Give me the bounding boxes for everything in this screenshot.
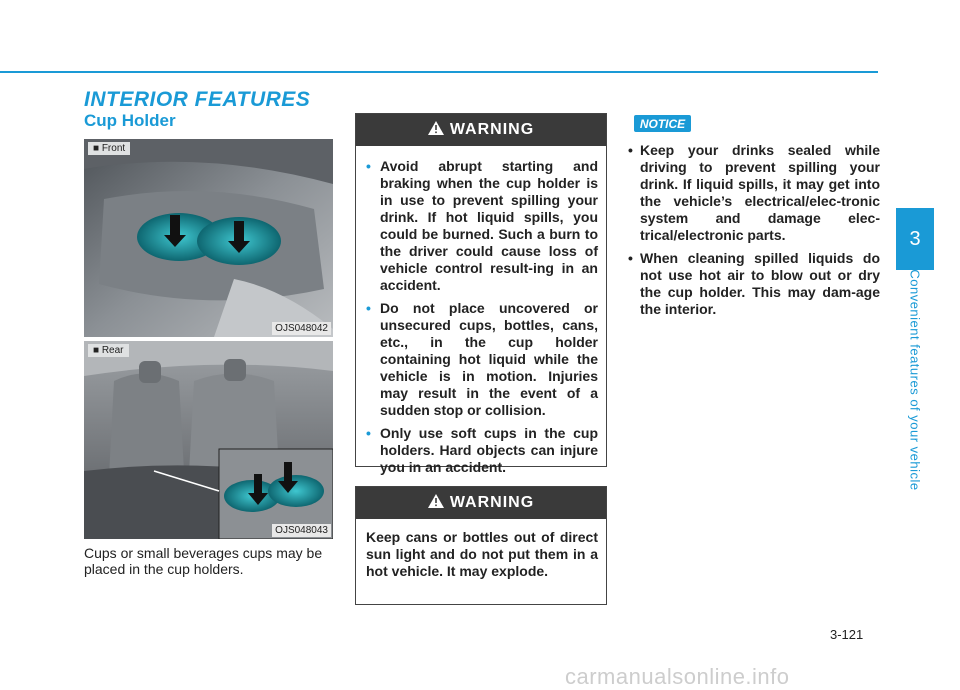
notice-badge: NOTICE (634, 115, 691, 132)
warning-text: Keep cans or bottles out of direct sun light and do not put them in a hot vehicle. It may explode. (366, 529, 598, 579)
bullet-icon: • (366, 158, 371, 174)
warning-box-spill (355, 113, 607, 475)
section-title: INTERIOR FEATURES (84, 88, 311, 111)
warning-box-heat (355, 486, 607, 605)
chapter-tab: 3 (896, 208, 934, 270)
top-rule (0, 71, 878, 73)
list-item: • Avoid abrupt starting and braking when the cup holder is in use to prevent spilling your drink. If hot liquid spills, you could be burned. Such a burn to the driver could cause loss of vehicle control result-ing in an accident. (366, 158, 598, 293)
warning-title: WARNING (449, 494, 535, 511)
front-cup-holder-illustration (84, 139, 333, 337)
page-number: 3-121 (830, 627, 864, 642)
warning-list (356, 146, 606, 476)
bullet-icon: • (628, 250, 633, 266)
chapter-title: Convenient features of your vehicle (907, 269, 923, 491)
list-item: • When cleaning spilled liquids do not use hot air to blow out or dry the cup holder. This may dam-age the interior. (628, 250, 880, 317)
list-item: • Do not place uncovered or unsecured cups, bottles, cans, etc., in the cup holder containing hot liquid while the vehicle is in motion. Injuries may result in the event of a sudden stop or collision. (366, 300, 598, 418)
front-photo-code: OJS048042 (272, 322, 331, 335)
subsection-title: Cup Holder (84, 111, 176, 130)
warning-title: WARNING (449, 121, 535, 138)
rear-photo-label: ■ Rear (88, 344, 129, 357)
notice-list (624, 142, 880, 324)
list-item: • Keep your drinks sealed while driving to prevent spilling your drink. If liquid spills, it may get into the vehicle’s electrical/elec-tronic system and damage elec-trical/electronic parts. (628, 142, 880, 243)
bullet-icon: • (628, 142, 633, 158)
rear-seat-illustration (84, 341, 333, 539)
rear-photo-code: OJS048043 (272, 524, 331, 537)
list-item: • Only use soft cups in the cup holders. Hard objects can injure you in an accident. (366, 425, 598, 475)
warning-header (356, 114, 606, 146)
watermark: carmanualsonline.info (565, 664, 790, 689)
warning-header (356, 487, 606, 519)
warning-triangle-icon (428, 121, 444, 140)
front-photo-label: ■ Front (88, 142, 130, 155)
front-cup-holder-photo (84, 139, 333, 337)
warning-triangle-icon (428, 494, 444, 513)
bullet-icon: • (366, 425, 371, 441)
rear-cup-holder-photo (84, 341, 333, 539)
cup-holder-description: Cups or small beverages cups may be placed in the cup holders. (84, 545, 323, 577)
bullet-icon: • (366, 300, 371, 316)
